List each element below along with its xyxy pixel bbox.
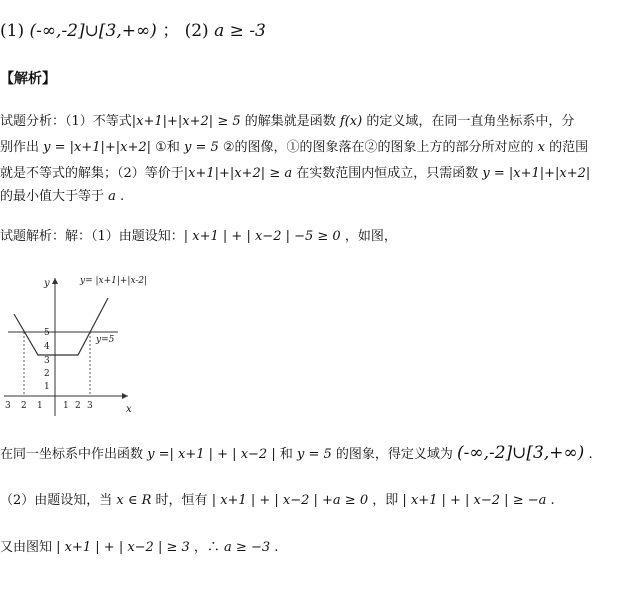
analysis-math: x — [537, 140, 546, 155]
y-axis-arrow — [52, 278, 58, 284]
x-axis-label: x — [126, 404, 132, 415]
analysis-text: 的最小值大于等于 — [0, 189, 109, 204]
solution-text: ，即 — [368, 493, 403, 508]
analysis-text: 的范围 — [545, 140, 589, 155]
solution-line-1 — [0, 228, 397, 246]
analysis-line-3 — [0, 165, 590, 183]
solution-text: 试题解析：解：（1）由题设知： — [0, 229, 184, 244]
analysis-line-2 — [0, 139, 588, 157]
solution-line-2 — [0, 444, 593, 464]
analysis-math: f(x) — [339, 114, 363, 129]
solution-text: . — [270, 540, 279, 555]
analysis-text: 的定义域，在同一直角坐标系中，分 — [362, 114, 575, 129]
solution-text: 的图象，得定义域为 — [331, 447, 458, 462]
solution-math: | x+1 | + | x−2 | ≥ 3 — [56, 540, 190, 555]
analysis-math: y = 5 — [183, 140, 219, 155]
analysis-text: 就是不等式的解集；（2）等价于 — [0, 166, 184, 181]
analysis-math: |x+1|+|x+2| ≥ 5 — [131, 114, 241, 129]
answer-set1: (-∞,-2]∪[3,+∞) — [29, 21, 157, 41]
x-tick-1: 1 — [63, 401, 69, 411]
analysis-text: ②的图像，①的图象落在②的图象上方的部分所对应的 — [218, 140, 538, 155]
function-curve — [14, 298, 108, 355]
function-label: y= |x+1|+|x-2| — [80, 276, 148, 286]
solution-line-3 — [0, 492, 555, 510]
y-tick-2: 2 — [44, 369, 50, 379]
solution-math: | x+1 | + | x−2 | ≥ −a — [402, 493, 547, 508]
solution-text: . — [584, 447, 593, 462]
answer-part2: (2) — [184, 21, 209, 41]
x-tick-neg2: 2 — [21, 401, 27, 411]
answer-sep: ； — [162, 21, 180, 41]
y-tick-5: 5 — [44, 328, 50, 338]
x-tick-neg1: 1 — [37, 401, 43, 411]
x-tick-3: 3 — [87, 401, 93, 411]
x-tick-2: 2 — [75, 401, 81, 411]
solution-math: x ∈ R — [116, 493, 152, 508]
y-tick-3: 3 — [44, 356, 50, 366]
y-tick-1: 1 — [44, 382, 50, 392]
analysis-text: 试题分析：（1）不等式 — [0, 114, 132, 129]
analysis-line-1 — [0, 113, 574, 131]
solution-text: 在同一坐标系中作出函数 — [0, 447, 148, 462]
answer-part1: (1) — [0, 21, 25, 41]
analysis-math: |x+1|+|x+2| ≥ a — [183, 166, 293, 181]
answer-line — [0, 22, 266, 40]
solution-math: | x+1 | + | x−2 | +a ≥ 0 — [211, 493, 369, 508]
answer-result2: a ≥ -3 — [214, 21, 266, 41]
analysis-text: 在实数范围内恒成立，只需函数 — [292, 166, 483, 181]
analysis-text: . — [115, 189, 125, 204]
analysis-text: 别作出 — [0, 140, 44, 155]
solution-math: y = 5 — [296, 447, 332, 462]
x-axis-arrow — [122, 393, 128, 399]
analysis-math: y = |x+1|+|x+2| — [43, 140, 152, 155]
solution-math: (-∞,-2]∪[3,+∞) — [457, 443, 585, 463]
function-graph — [0, 266, 180, 421]
x-tick-neg3: 3 — [5, 401, 11, 411]
analysis-math: a — [108, 189, 116, 204]
analysis-text: 的解集就是函数 — [240, 114, 340, 129]
solution-text: 时，恒有 — [151, 493, 212, 508]
solution-text: 和 — [275, 447, 297, 462]
solution-text: ，∴ — [189, 540, 225, 555]
solution-line-4 — [0, 539, 278, 557]
solution-text: ，如图， — [340, 229, 397, 244]
analysis-math: y = |x+1|+|x+2| — [482, 166, 591, 181]
solution-text: . — [546, 493, 555, 508]
solution-math: a ≥ −3 — [224, 540, 271, 555]
analysis-text: ①和 — [151, 140, 184, 155]
analysis-heading: 【解析】 — [0, 71, 56, 87]
analysis-line-4 — [0, 188, 124, 206]
solution-math: y =| x+1 | + | x−2 | — [147, 447, 276, 462]
line-y5-label: y=5 — [96, 335, 115, 345]
y-tick-4: 4 — [44, 342, 50, 352]
y-axis-label: y — [44, 278, 50, 289]
solution-math: | x+1 | + | x−2 | −5 ≥ 0 — [183, 229, 341, 244]
solution-text: （2）由题设知，当 — [0, 493, 117, 508]
solution-text: 又由图知 — [0, 540, 57, 555]
